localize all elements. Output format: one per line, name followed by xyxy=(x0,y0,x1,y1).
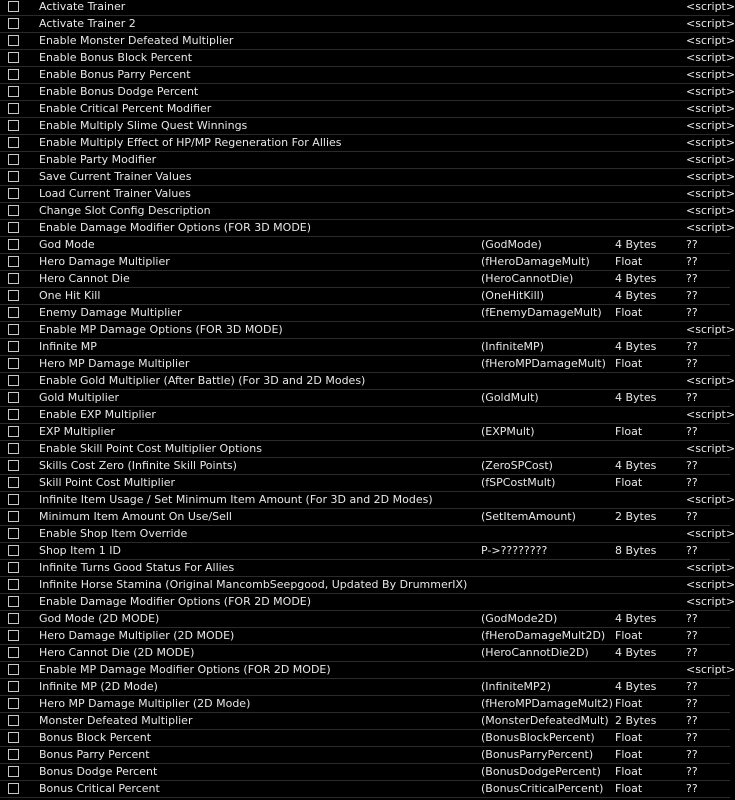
table-row[interactable] xyxy=(0,662,735,679)
type-cell: 8 Bytes xyxy=(615,544,657,557)
table-row[interactable] xyxy=(0,50,735,67)
address-cell: (BonusBlockPercent) xyxy=(481,731,595,744)
active-checkbox[interactable] xyxy=(8,171,19,182)
table-row[interactable] xyxy=(0,526,735,543)
description-cell: Enable Party Modifier xyxy=(39,153,157,166)
table-row[interactable] xyxy=(0,679,730,696)
value-cell: <script> xyxy=(686,493,735,506)
active-checkbox[interactable] xyxy=(8,375,19,386)
description-cell: Enable Bonus Parry Percent xyxy=(39,68,191,81)
address-cell: (OneHitKill) xyxy=(481,289,545,302)
value-cell: <script> xyxy=(686,51,735,64)
address-cell: (fHeroDamageMult2D) xyxy=(481,629,606,642)
active-checkbox[interactable] xyxy=(8,460,19,471)
value-cell: <script> xyxy=(686,527,735,540)
active-checkbox[interactable] xyxy=(8,783,19,794)
table-row[interactable] xyxy=(0,458,730,475)
type-cell: Float xyxy=(615,425,643,438)
address-cell: (HeroCannotDie) xyxy=(481,272,574,285)
value-cell: ?? xyxy=(686,612,698,625)
address-cell: (GodMode) xyxy=(481,238,542,251)
table-row[interactable] xyxy=(0,730,730,747)
value-cell: ?? xyxy=(686,748,698,761)
type-cell: Float xyxy=(615,765,643,778)
table-row[interactable] xyxy=(0,271,730,288)
type-cell: Float xyxy=(615,731,643,744)
table-row[interactable] xyxy=(0,424,730,441)
active-checkbox[interactable] xyxy=(8,154,19,165)
active-checkbox[interactable] xyxy=(8,613,19,624)
description-cell: Infinite MP (2D Mode) xyxy=(39,680,158,693)
address-cell: (fSPCostMult) xyxy=(481,476,556,489)
description-cell: Bonus Block Percent xyxy=(39,731,152,744)
active-checkbox[interactable] xyxy=(8,443,19,454)
active-checkbox[interactable] xyxy=(8,630,19,641)
value-cell: <script> xyxy=(686,85,735,98)
description-cell: EXP Multiplier xyxy=(39,425,115,438)
description-cell: Enable Damage Modifier Options (FOR 3D MODE) xyxy=(39,221,312,234)
table-row[interactable] xyxy=(0,781,730,798)
value-cell: <script> xyxy=(686,408,735,421)
active-checkbox[interactable] xyxy=(8,766,19,777)
value-cell: <script> xyxy=(686,221,735,234)
description-cell: Infinite MP xyxy=(39,340,97,353)
description-cell: Change Slot Config Description xyxy=(39,204,211,217)
description-cell: Enable EXP Multiplier xyxy=(39,408,156,421)
table-row[interactable] xyxy=(0,67,735,84)
table-row[interactable] xyxy=(0,747,730,764)
address-cell: (InfiniteMP2) xyxy=(481,680,551,693)
address-cell: (InfiniteMP) xyxy=(481,340,544,353)
value-cell: ?? xyxy=(686,714,698,727)
active-checkbox[interactable] xyxy=(8,596,19,607)
description-cell: Enable MP Damage Modifier Options (FOR 2D MODE) xyxy=(39,663,331,676)
type-cell: 4 Bytes xyxy=(615,646,657,659)
type-cell: Float xyxy=(615,476,643,489)
active-checkbox[interactable] xyxy=(8,273,19,284)
value-cell: <script> xyxy=(686,17,735,30)
table-row[interactable] xyxy=(0,0,735,16)
value-cell: <script> xyxy=(686,204,735,217)
address-cell: (fHeroMPDamageMult) xyxy=(481,357,606,370)
type-cell: Float xyxy=(615,697,643,710)
value-cell: <script> xyxy=(686,374,735,387)
table-row[interactable] xyxy=(0,135,735,152)
description-cell: Bonus Dodge Percent xyxy=(39,765,158,778)
active-checkbox[interactable] xyxy=(8,358,19,369)
value-cell: ?? xyxy=(686,697,698,710)
active-checkbox[interactable] xyxy=(8,732,19,743)
table-row[interactable] xyxy=(0,33,735,50)
address-cell: (fHeroDamageMult) xyxy=(481,255,590,268)
type-cell: Float xyxy=(615,782,643,795)
table-row[interactable] xyxy=(0,305,730,322)
table-row[interactable] xyxy=(0,696,730,713)
active-checkbox[interactable] xyxy=(8,715,19,726)
table-row[interactable] xyxy=(0,492,735,509)
value-cell: ?? xyxy=(686,731,698,744)
address-cell: (ZeroSPCost) xyxy=(481,459,553,472)
value-cell: ?? xyxy=(686,255,698,268)
table-row[interactable] xyxy=(0,764,730,781)
value-cell: <script> xyxy=(686,442,735,455)
description-cell: Infinite Turns Good Status For Allies xyxy=(39,561,235,574)
table-row[interactable] xyxy=(0,118,735,135)
description-cell: Enable Skill Point Cost Multiplier Options xyxy=(39,442,262,455)
address-cell: (MonsterDefeatedMult) xyxy=(481,714,609,727)
active-checkbox[interactable] xyxy=(8,749,19,760)
table-row[interactable] xyxy=(0,628,730,645)
active-checkbox[interactable] xyxy=(8,562,19,573)
table-row[interactable] xyxy=(0,373,735,390)
value-cell: ?? xyxy=(686,510,698,523)
value-cell: <script> xyxy=(686,187,735,200)
table-row[interactable] xyxy=(0,322,735,339)
value-cell: <script> xyxy=(686,34,735,47)
type-cell: Float xyxy=(615,357,643,370)
value-cell: ?? xyxy=(686,357,698,370)
active-checkbox[interactable] xyxy=(8,120,19,131)
table-row[interactable] xyxy=(0,611,730,628)
address-cell: P->???????? xyxy=(481,544,548,557)
description-cell: Shop Item 1 ID xyxy=(39,544,121,557)
description-cell: One Hit Kill xyxy=(39,289,101,302)
value-cell: <script> xyxy=(686,663,735,676)
value-cell: <script> xyxy=(686,561,735,574)
address-cell: (fHeroMPDamageMult2) xyxy=(481,697,613,710)
active-checkbox[interactable] xyxy=(8,35,19,46)
address-cell: (EXPMult) xyxy=(481,425,535,438)
type-cell: Float xyxy=(615,629,643,642)
table-row[interactable] xyxy=(0,84,735,101)
active-checkbox[interactable] xyxy=(8,86,19,97)
value-cell: <script> xyxy=(686,136,735,149)
description-cell: Monster Defeated Multiplier xyxy=(39,714,193,727)
table-row[interactable] xyxy=(0,441,735,458)
table-row[interactable] xyxy=(0,186,735,203)
type-cell: 4 Bytes xyxy=(615,680,657,693)
description-cell: Bonus Parry Percent xyxy=(39,748,150,761)
active-checkbox[interactable] xyxy=(8,426,19,437)
active-checkbox[interactable] xyxy=(8,324,19,335)
active-checkbox[interactable] xyxy=(8,698,19,709)
active-checkbox[interactable] xyxy=(8,545,19,556)
table-row[interactable] xyxy=(0,288,730,305)
value-cell: ?? xyxy=(686,391,698,404)
table-row[interactable] xyxy=(0,509,730,526)
active-checkbox[interactable] xyxy=(8,1,19,12)
value-cell: ?? xyxy=(686,646,698,659)
active-checkbox[interactable] xyxy=(8,477,19,488)
description-cell: Gold Multiplier xyxy=(39,391,120,404)
description-cell: Enable MP Damage Options (FOR 3D MODE) xyxy=(39,323,283,336)
table-row[interactable] xyxy=(0,169,735,186)
address-cell: (BonusCriticalPercent) xyxy=(481,782,604,795)
value-cell: ?? xyxy=(686,629,698,642)
table-row[interactable] xyxy=(0,577,735,594)
table-row[interactable] xyxy=(0,645,730,662)
type-cell: 4 Bytes xyxy=(615,272,657,285)
description-cell: Enable Multiply Slime Quest Winnings xyxy=(39,119,248,132)
table-row[interactable] xyxy=(0,356,730,373)
type-cell: 4 Bytes xyxy=(615,340,657,353)
description-cell: Hero Cannot Die xyxy=(39,272,130,285)
value-cell: <script> xyxy=(686,102,735,115)
table-row[interactable] xyxy=(0,543,730,560)
value-cell: <script> xyxy=(686,578,735,591)
table-row[interactable] xyxy=(0,16,735,33)
description-cell: Enable Monster Defeated Multiplier xyxy=(39,34,234,47)
description-cell: Hero MP Damage Multiplier (2D Mode) xyxy=(39,697,251,710)
table-row[interactable] xyxy=(0,390,730,407)
active-checkbox[interactable] xyxy=(8,137,19,148)
description-cell: God Mode xyxy=(39,238,95,251)
table-row[interactable] xyxy=(0,713,730,730)
active-checkbox[interactable] xyxy=(8,69,19,80)
table-row[interactable] xyxy=(0,254,730,271)
type-cell: 4 Bytes xyxy=(615,459,657,472)
value-cell: ?? xyxy=(686,289,698,302)
active-checkbox[interactable] xyxy=(8,256,19,267)
table-row[interactable] xyxy=(0,475,730,492)
value-cell: ?? xyxy=(686,306,698,319)
active-checkbox[interactable] xyxy=(8,392,19,403)
description-cell: Infinite Horse Stamina (Original MancombSeepgood, Updated By DrummerIX) xyxy=(39,578,468,591)
description-cell: Enable Bonus Block Percent xyxy=(39,51,193,64)
value-cell: ?? xyxy=(686,272,698,285)
description-cell: Enable Gold Multiplier (After Battle) (For 3D and 2D Modes) xyxy=(39,374,366,387)
description-cell: Hero MP Damage Multiplier xyxy=(39,357,190,370)
value-cell: <script> xyxy=(686,323,735,336)
value-cell: ?? xyxy=(686,340,698,353)
address-cell: (BonusParryPercent) xyxy=(481,748,594,761)
value-cell: ?? xyxy=(686,680,698,693)
description-cell: Load Current Trainer Values xyxy=(39,187,191,200)
description-cell: Skills Cost Zero (Infinite Skill Points) xyxy=(39,459,237,472)
type-cell: 2 Bytes xyxy=(615,714,657,727)
active-checkbox[interactable] xyxy=(8,647,19,658)
address-cell: (SetItemAmount) xyxy=(481,510,576,523)
address-cell: (fEnemyDamageMult) xyxy=(481,306,602,319)
description-cell: Enable Multiply Effect of HP/MP Regeneration For Allies xyxy=(39,136,342,149)
description-cell: Save Current Trainer Values xyxy=(39,170,192,183)
active-checkbox[interactable] xyxy=(8,511,19,522)
value-cell: ?? xyxy=(686,459,698,472)
type-cell: 4 Bytes xyxy=(615,289,657,302)
active-checkbox[interactable] xyxy=(8,664,19,675)
table-row[interactable] xyxy=(0,560,735,577)
value-cell: <script> xyxy=(686,68,735,81)
active-checkbox[interactable] xyxy=(8,341,19,352)
description-cell: Hero Damage Multiplier xyxy=(39,255,170,268)
value-cell: ?? xyxy=(686,238,698,251)
value-cell: <script> xyxy=(686,153,735,166)
description-cell: Activate Trainer 2 xyxy=(39,17,136,30)
active-checkbox[interactable] xyxy=(8,290,19,301)
active-checkbox[interactable] xyxy=(8,579,19,590)
description-cell: Enable Damage Modifier Options (FOR 2D MODE) xyxy=(39,595,312,608)
active-checkbox[interactable] xyxy=(8,528,19,539)
table-row[interactable] xyxy=(0,101,735,118)
description-cell: Infinite Item Usage / Set Minimum Item Amount (For 3D and 2D Modes) xyxy=(39,493,433,506)
table-row[interactable] xyxy=(0,203,735,220)
active-checkbox[interactable] xyxy=(8,18,19,29)
address-cell: (HeroCannotDie2D) xyxy=(481,646,589,659)
type-cell: 4 Bytes xyxy=(615,391,657,404)
value-cell: ?? xyxy=(686,544,698,557)
table-row[interactable] xyxy=(0,220,735,237)
address-cell: (GoldMult) xyxy=(481,391,539,404)
type-cell: 2 Bytes xyxy=(615,510,657,523)
value-cell: ?? xyxy=(686,782,698,795)
value-cell: <script> xyxy=(686,595,735,608)
value-cell: ?? xyxy=(686,765,698,778)
address-cell: (GodMode2D) xyxy=(481,612,558,625)
value-cell: ?? xyxy=(686,425,698,438)
description-cell: Hero Cannot Die (2D MODE) xyxy=(39,646,195,659)
type-cell: Float xyxy=(615,748,643,761)
type-cell: Float xyxy=(615,255,643,268)
description-cell: God Mode (2D MODE) xyxy=(39,612,160,625)
address-cell: (BonusDodgePercent) xyxy=(481,765,601,778)
table-row[interactable] xyxy=(0,339,730,356)
table-row[interactable] xyxy=(0,152,735,169)
description-cell: Enable Bonus Dodge Percent xyxy=(39,85,199,98)
active-checkbox[interactable] xyxy=(8,205,19,216)
description-cell: Enable Shop Item Override xyxy=(39,527,188,540)
value-cell: <script> xyxy=(686,119,735,132)
active-checkbox[interactable] xyxy=(8,409,19,420)
value-cell: <script> xyxy=(686,170,735,183)
active-checkbox[interactable] xyxy=(8,222,19,233)
active-checkbox[interactable] xyxy=(8,494,19,505)
active-checkbox[interactable] xyxy=(8,681,19,692)
description-cell: Bonus Critical Percent xyxy=(39,782,160,795)
description-cell: Enemy Damage Multiplier xyxy=(39,306,182,319)
value-cell: ?? xyxy=(686,476,698,489)
table-row[interactable] xyxy=(0,407,735,424)
description-cell: Hero Damage Multiplier (2D MODE) xyxy=(39,629,235,642)
description-cell: Skill Point Cost Multiplier xyxy=(39,476,176,489)
type-cell: Float xyxy=(615,306,643,319)
description-cell: Activate Trainer xyxy=(39,0,126,13)
type-cell: 4 Bytes xyxy=(615,612,657,625)
table-row[interactable] xyxy=(0,594,735,611)
type-cell: 4 Bytes xyxy=(615,238,657,251)
active-checkbox[interactable] xyxy=(8,307,19,318)
table-row[interactable] xyxy=(0,237,730,254)
active-checkbox[interactable] xyxy=(8,239,19,250)
active-checkbox[interactable] xyxy=(8,52,19,63)
active-checkbox[interactable] xyxy=(8,188,19,199)
description-cell: Enable Critical Percent Modifier xyxy=(39,102,212,115)
active-checkbox[interactable] xyxy=(8,103,19,114)
value-cell: <script> xyxy=(686,0,735,13)
description-cell: Minimum Item Amount On Use/Sell xyxy=(39,510,232,523)
